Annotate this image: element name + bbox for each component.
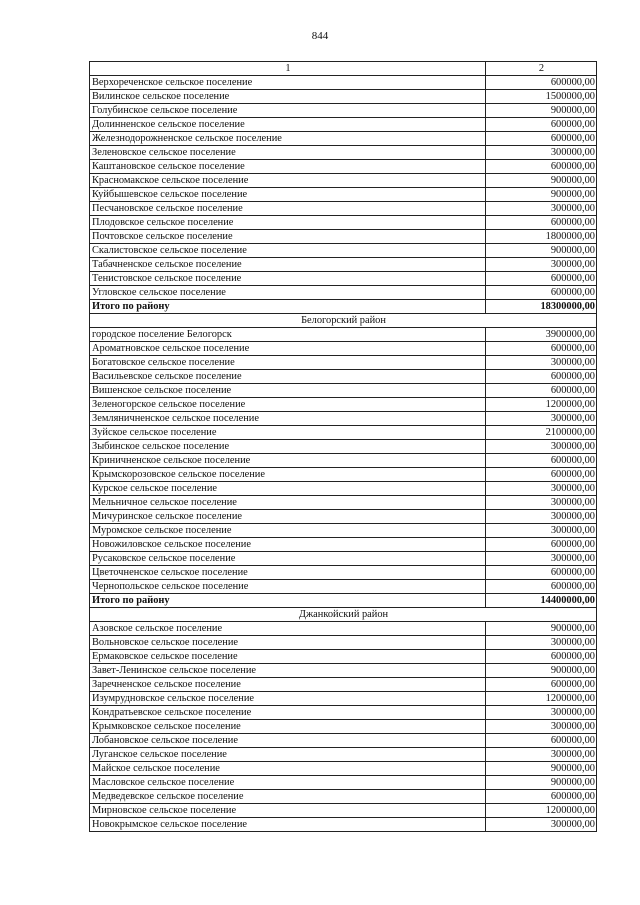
settlement-name: Муромское сельское поселение bbox=[90, 524, 486, 538]
district-total-row bbox=[90, 594, 597, 608]
table-row bbox=[90, 188, 597, 202]
amount: 600000,00 bbox=[486, 580, 597, 594]
settlement-name: Новокрымское сельское поселение bbox=[90, 818, 486, 832]
amount: 300000,00 bbox=[486, 258, 597, 272]
table-row bbox=[90, 566, 597, 580]
amount: 900000,00 bbox=[486, 664, 597, 678]
table-row bbox=[90, 510, 597, 524]
settlement-name: Азовское сельское поселение bbox=[90, 622, 486, 636]
table-row bbox=[90, 412, 597, 426]
amount: 600000,00 bbox=[486, 76, 597, 90]
amount: 600000,00 bbox=[486, 384, 597, 398]
settlement-name: Плодовское сельское поселение bbox=[90, 216, 486, 230]
amount: 300000,00 bbox=[486, 748, 597, 762]
table-row bbox=[90, 132, 597, 146]
amount: 600000,00 bbox=[486, 566, 597, 580]
table-row bbox=[90, 328, 597, 342]
settlement-name: Заречненское сельское поселение bbox=[90, 678, 486, 692]
amount: 600000,00 bbox=[486, 790, 597, 804]
settlement-name: Васильевское сельское поселение bbox=[90, 370, 486, 384]
total-label: Итого по району bbox=[90, 594, 486, 608]
amount: 1200000,00 bbox=[486, 692, 597, 706]
table-row bbox=[90, 706, 597, 720]
amount: 2100000,00 bbox=[486, 426, 597, 440]
settlement-name: Угловское сельское поселение bbox=[90, 286, 486, 300]
settlement-name: Майское сельское поселение bbox=[90, 762, 486, 776]
settlement-name: Крымковское сельское поселение bbox=[90, 720, 486, 734]
settlement-name: Железнодорожненское сельское поселение bbox=[90, 132, 486, 146]
table-row bbox=[90, 244, 597, 258]
settlement-name: Курское сельское поселение bbox=[90, 482, 486, 496]
settlement-name: Зыбинское сельское поселение bbox=[90, 440, 486, 454]
amount: 300000,00 bbox=[486, 202, 597, 216]
table-row bbox=[90, 76, 597, 90]
table-row bbox=[90, 818, 597, 832]
settlement-name: Вишенское сельское поселение bbox=[90, 384, 486, 398]
table-row bbox=[90, 538, 597, 552]
table-row bbox=[90, 482, 597, 496]
district-section-row bbox=[90, 314, 597, 328]
amount: 300000,00 bbox=[486, 510, 597, 524]
settlement-name: Зеленогорское сельское поселение bbox=[90, 398, 486, 412]
table-row bbox=[90, 342, 597, 356]
amount: 300000,00 bbox=[486, 524, 597, 538]
amount: 900000,00 bbox=[486, 104, 597, 118]
amount: 300000,00 bbox=[486, 356, 597, 370]
settlement-name: Чернопольское сельское поселение bbox=[90, 580, 486, 594]
table-row bbox=[90, 580, 597, 594]
table-header-row bbox=[90, 62, 597, 76]
settlement-name: Тенистовское сельское поселение bbox=[90, 272, 486, 286]
amount: 1800000,00 bbox=[486, 230, 597, 244]
table-row bbox=[90, 398, 597, 412]
amount: 300000,00 bbox=[486, 706, 597, 720]
amount: 600000,00 bbox=[486, 454, 597, 468]
settlement-name: Зеленовское сельское поселение bbox=[90, 146, 486, 160]
amount: 300000,00 bbox=[486, 146, 597, 160]
settlement-name: Богатовское сельское поселение bbox=[90, 356, 486, 370]
amount: 600000,00 bbox=[486, 468, 597, 482]
amount: 300000,00 bbox=[486, 440, 597, 454]
settlement-name: Русаковское сельское поселение bbox=[90, 552, 486, 566]
amount: 300000,00 bbox=[486, 482, 597, 496]
settlement-name: Новожиловское сельское поселение bbox=[90, 538, 486, 552]
district-total-row bbox=[90, 300, 597, 314]
settlement-name: Мельничное сельское поселение bbox=[90, 496, 486, 510]
table-row bbox=[90, 734, 597, 748]
district-name: Джанкойский район bbox=[90, 608, 597, 622]
table-row bbox=[90, 370, 597, 384]
table-row bbox=[90, 104, 597, 118]
allocation-table bbox=[89, 61, 597, 832]
settlement-name: Крымскорозовское сельское поселение bbox=[90, 468, 486, 482]
amount: 1200000,00 bbox=[486, 804, 597, 818]
table-row bbox=[90, 272, 597, 286]
table-row bbox=[90, 454, 597, 468]
amount: 300000,00 bbox=[486, 412, 597, 426]
amount: 600000,00 bbox=[486, 286, 597, 300]
table-row bbox=[90, 146, 597, 160]
table-row bbox=[90, 650, 597, 664]
settlement-name: Мирновское сельское поселение bbox=[90, 804, 486, 818]
settlement-name: Земляничненское сельское поселение bbox=[90, 412, 486, 426]
amount: 600000,00 bbox=[486, 538, 597, 552]
amount: 900000,00 bbox=[486, 622, 597, 636]
table-row bbox=[90, 524, 597, 538]
amount: 900000,00 bbox=[486, 776, 597, 790]
table-row bbox=[90, 174, 597, 188]
amount: 3900000,00 bbox=[486, 328, 597, 342]
amount: 900000,00 bbox=[486, 762, 597, 776]
settlement-name: городское поселение Белогорск bbox=[90, 328, 486, 342]
settlement-name: Масловское сельское поселение bbox=[90, 776, 486, 790]
table-row bbox=[90, 440, 597, 454]
table-row bbox=[90, 664, 597, 678]
column-header-2: 2 bbox=[486, 62, 597, 76]
amount: 600000,00 bbox=[486, 272, 597, 286]
table-row bbox=[90, 622, 597, 636]
total-label: Итого по району bbox=[90, 300, 486, 314]
table-row bbox=[90, 720, 597, 734]
amount: 1200000,00 bbox=[486, 398, 597, 412]
settlement-name: Луганское сельское поселение bbox=[90, 748, 486, 762]
table-row bbox=[90, 202, 597, 216]
settlement-name: Почтовское сельское поселение bbox=[90, 230, 486, 244]
amount: 600000,00 bbox=[486, 678, 597, 692]
table-row bbox=[90, 384, 597, 398]
table-row bbox=[90, 776, 597, 790]
amount: 600000,00 bbox=[486, 342, 597, 356]
settlement-name: Табачненское сельское поселение bbox=[90, 258, 486, 272]
amount: 600000,00 bbox=[486, 370, 597, 384]
table-row bbox=[90, 762, 597, 776]
settlement-name: Цветочненское сельское поселение bbox=[90, 566, 486, 580]
table-row bbox=[90, 118, 597, 132]
table-row bbox=[90, 636, 597, 650]
settlement-name: Песчановское сельское поселение bbox=[90, 202, 486, 216]
table-row bbox=[90, 748, 597, 762]
table-row bbox=[90, 356, 597, 370]
settlement-name: Скалистовское сельское поселение bbox=[90, 244, 486, 258]
total-amount: 14400000,00 bbox=[486, 594, 597, 608]
table-row bbox=[90, 692, 597, 706]
settlement-name: Криничненское сельское поселение bbox=[90, 454, 486, 468]
district-name: Белогорский район bbox=[90, 314, 597, 328]
settlement-name: Долинненское сельское поселение bbox=[90, 118, 486, 132]
table-row bbox=[90, 230, 597, 244]
settlement-name: Вилинское сельское поселение bbox=[90, 90, 486, 104]
settlement-name: Ароматновское сельское поселение bbox=[90, 342, 486, 356]
table-row bbox=[90, 286, 597, 300]
settlement-name: Зуйское сельское поселение bbox=[90, 426, 486, 440]
page-number: 844 bbox=[311, 30, 329, 42]
amount: 600000,00 bbox=[486, 118, 597, 132]
total-amount: 18300000,00 bbox=[486, 300, 597, 314]
settlement-name: Красномакское сельское поселение bbox=[90, 174, 486, 188]
settlement-name: Куйбышевское сельское поселение bbox=[90, 188, 486, 202]
amount: 300000,00 bbox=[486, 818, 597, 832]
table-row bbox=[90, 790, 597, 804]
settlement-name: Голубинское сельское поселение bbox=[90, 104, 486, 118]
settlement-name: Завет-Ленинское сельское поселение bbox=[90, 664, 486, 678]
table-row bbox=[90, 552, 597, 566]
amount: 300000,00 bbox=[486, 636, 597, 650]
table-row bbox=[90, 160, 597, 174]
amount: 900000,00 bbox=[486, 244, 597, 258]
amount: 600000,00 bbox=[486, 132, 597, 146]
amount: 600000,00 bbox=[486, 216, 597, 230]
table-row bbox=[90, 426, 597, 440]
amount: 600000,00 bbox=[486, 650, 597, 664]
amount: 1500000,00 bbox=[486, 90, 597, 104]
settlement-name: Кондратьевское сельское поселение bbox=[90, 706, 486, 720]
settlement-name: Ермаковское сельское поселение bbox=[90, 650, 486, 664]
amount: 900000,00 bbox=[486, 174, 597, 188]
amount: 600000,00 bbox=[486, 160, 597, 174]
amount: 300000,00 bbox=[486, 552, 597, 566]
settlement-name: Лобановское сельское поселение bbox=[90, 734, 486, 748]
table-row bbox=[90, 468, 597, 482]
table-row bbox=[90, 678, 597, 692]
column-header-1: 1 bbox=[90, 62, 486, 76]
amount: 300000,00 bbox=[486, 496, 597, 510]
settlement-name: Медведевское сельское поселение bbox=[90, 790, 486, 804]
settlement-name: Изумрудновское сельское поселение bbox=[90, 692, 486, 706]
settlement-name: Верхореченское сельское поселение bbox=[90, 76, 486, 90]
settlement-name: Вольновское сельское поселение bbox=[90, 636, 486, 650]
amount: 900000,00 bbox=[486, 188, 597, 202]
amount: 600000,00 bbox=[486, 734, 597, 748]
table-row bbox=[90, 216, 597, 230]
settlement-name: Каштановское сельское поселение bbox=[90, 160, 486, 174]
table-row bbox=[90, 90, 597, 104]
table-body bbox=[90, 76, 597, 832]
settlement-name: Мичуринское сельское поселение bbox=[90, 510, 486, 524]
table-row bbox=[90, 804, 597, 818]
district-section-row bbox=[90, 608, 597, 622]
amount: 300000,00 bbox=[486, 720, 597, 734]
table-row bbox=[90, 258, 597, 272]
table-row bbox=[90, 496, 597, 510]
